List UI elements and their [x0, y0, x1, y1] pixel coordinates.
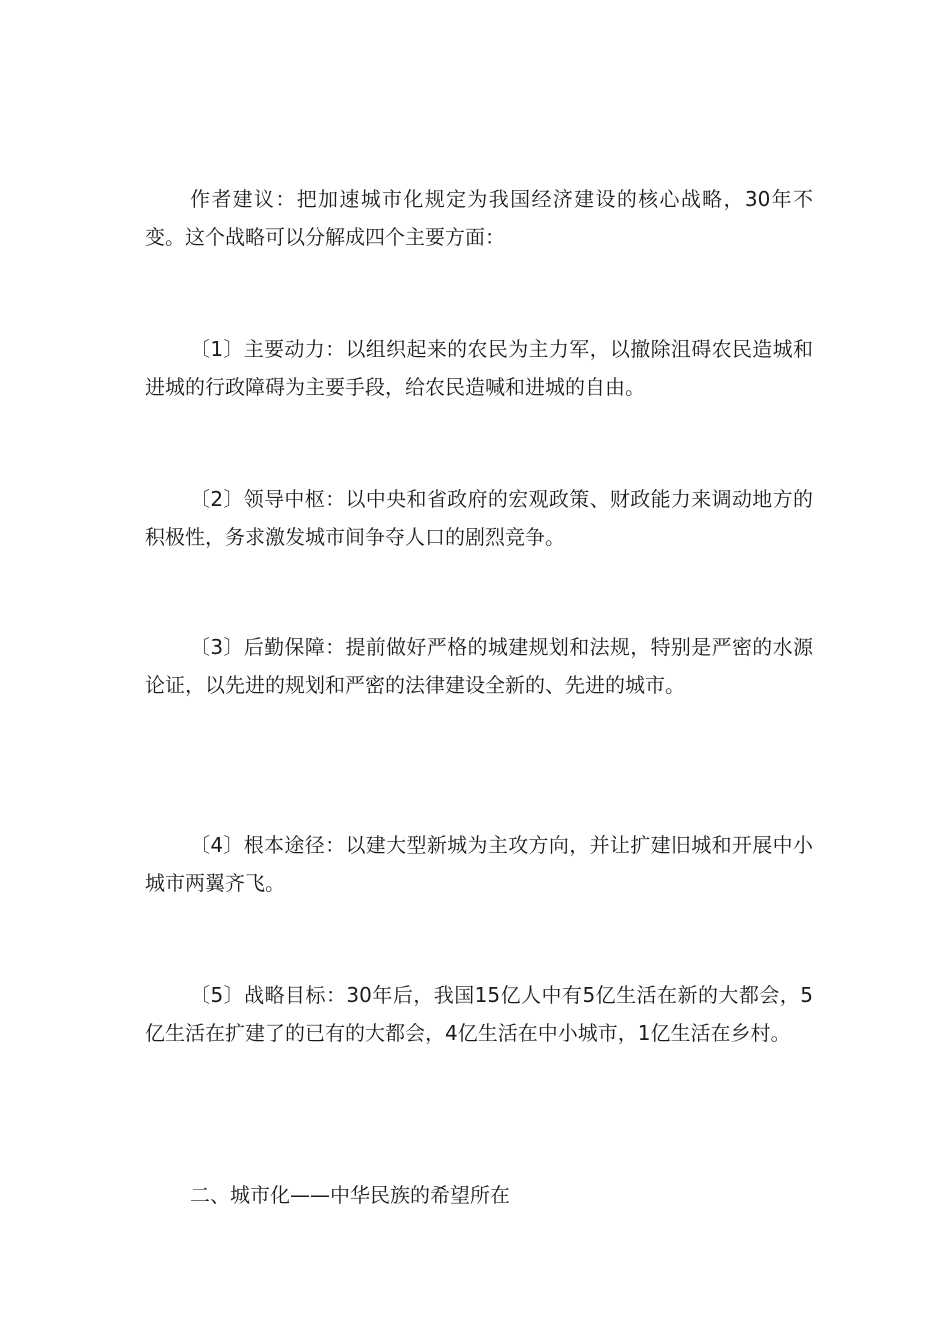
section-heading: 二、城市化——中华民族的希望所在 — [190, 1183, 510, 1207]
paragraph-point-1: 〔1〕主要动力：以组织起来的农民为主力军，以撤除沮碍农民造城和进城的行政障碍为主要手段，给农民造喊和进城的自由。 — [145, 337, 813, 399]
paragraph-intro: 作者建议：把加速城市化规定为我国经济建设的核心战略，30年不变。这个战略可以分解成四个主要方面： — [145, 187, 813, 249]
paragraph-point-4: 〔4〕根本途径：以建大型新城为主攻方向，并让扩建旧城和开展中小城市两翼齐飞。 — [145, 833, 813, 895]
paragraph-point-2: 〔2〕领导中枢：以中央和省政府的宏观政策、财政能力来调动地方的积极性，务求激发城市间争夺人口的剧烈竞争。 — [145, 487, 813, 549]
paragraph-point-3: 〔3〕后勤保障：提前做好严格的城建规划和法规，特别是严密的水源论证，以先进的规划和严密的法律建设全新的、先进的城市。 — [145, 635, 813, 697]
paragraph-point-5: 〔5〕战略目标：30年后，我国15亿人中有5亿生活在新的大都会，5亿生活在扩建了的已有的大都会，4亿生活在中小城市，1亿生活在乡村。 — [145, 983, 813, 1045]
